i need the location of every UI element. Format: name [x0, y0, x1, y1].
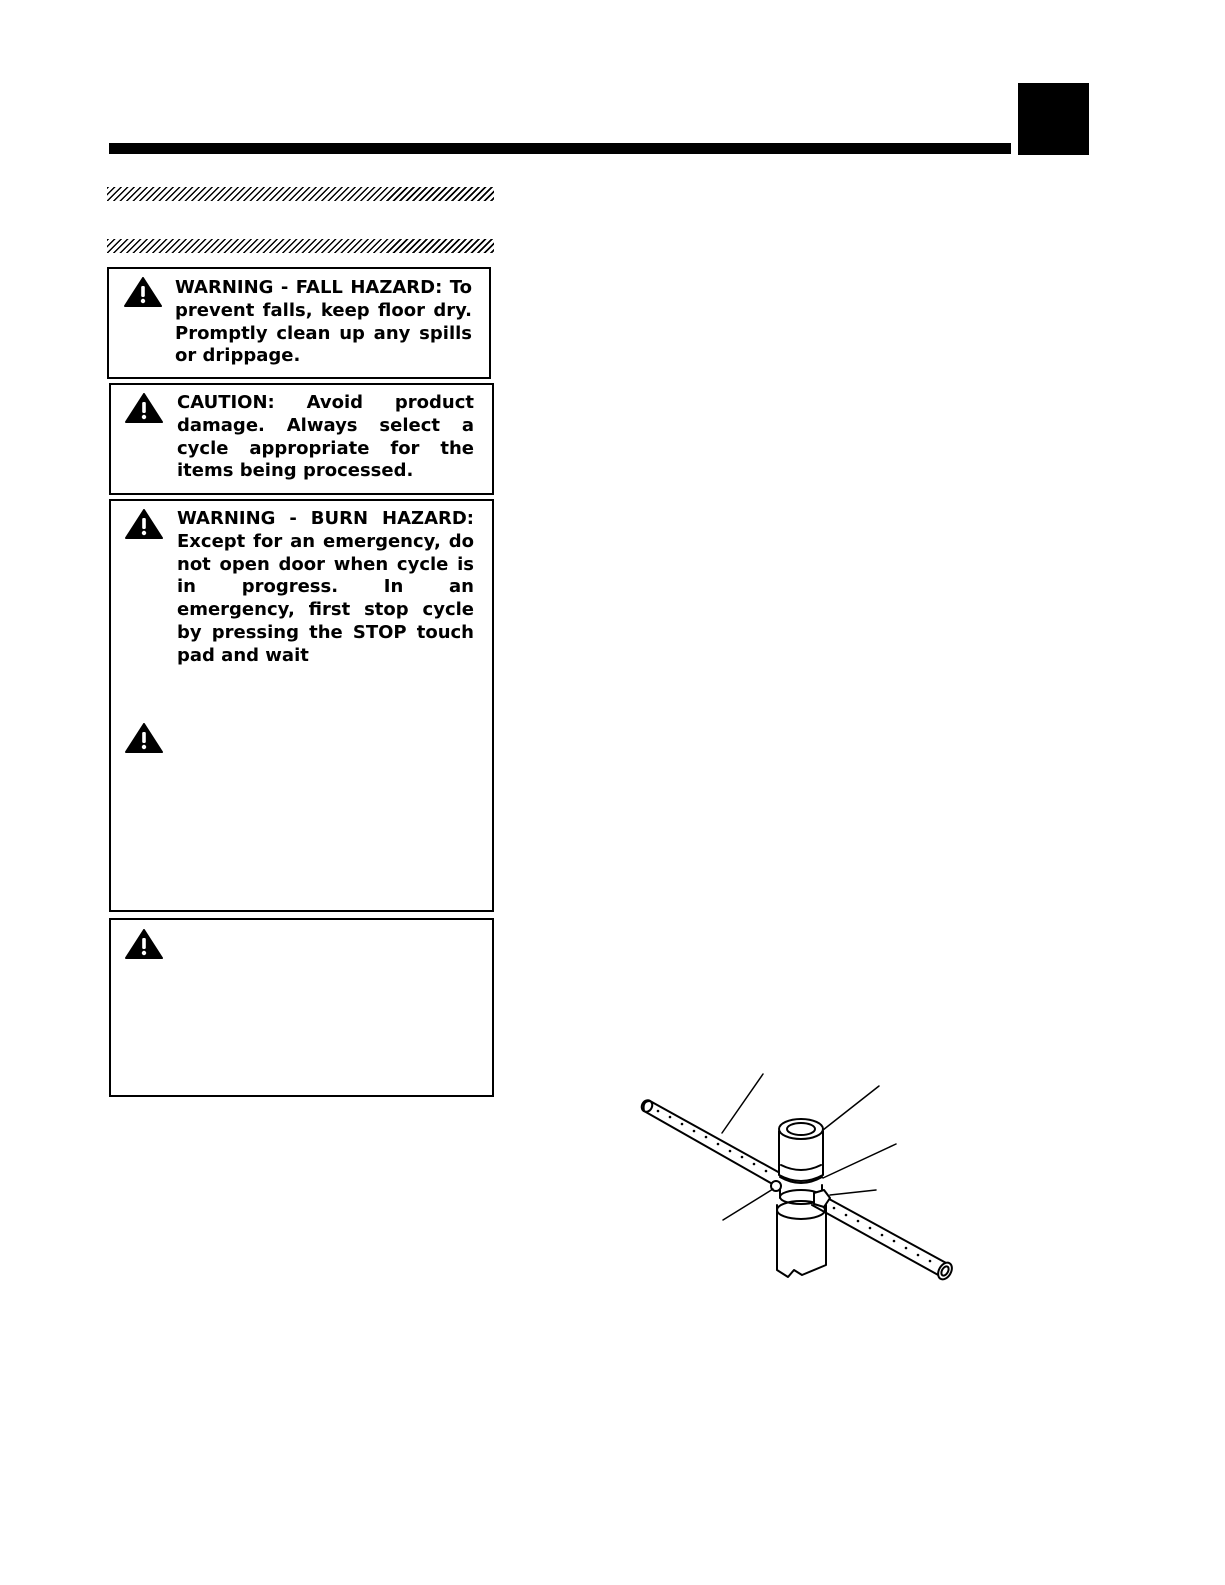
product-damage-caution-text: CAUTION: Avoid product damage. Always select a cycle appropriate for the items being processed. [177, 392, 474, 482]
bottom-warning-box [109, 918, 494, 1097]
burn-hazard-warning-box [109, 499, 494, 912]
warning-triangle-icon [125, 723, 163, 753]
section-heading-hatch-bottom [107, 239, 494, 253]
warning-triangle-icon [125, 929, 163, 959]
header-rule [109, 143, 1011, 154]
spray-arm-assembly-illustration [630, 1065, 970, 1295]
product-damage-caution-box [109, 383, 494, 495]
section-tab [1018, 83, 1089, 155]
section-heading-hatch-top [107, 187, 494, 201]
warning-triangle-icon [125, 509, 163, 539]
warning-triangle-icon [125, 393, 163, 423]
warning-triangle-icon [124, 277, 162, 307]
fall-hazard-warning-text: WARNING - FALL HAZARD: To prevent falls, keep floor dry. Promptly clean up any spills or drippage. [175, 277, 472, 367]
burn-hazard-warning-text: WARNING - BURN HAZARD: Except for an emergency, do not open door when cycle is in progress. In an emergency, first stop cycle by pressing the STOP touch pad and wait [177, 508, 474, 666]
fall-hazard-warning-box [107, 267, 491, 379]
